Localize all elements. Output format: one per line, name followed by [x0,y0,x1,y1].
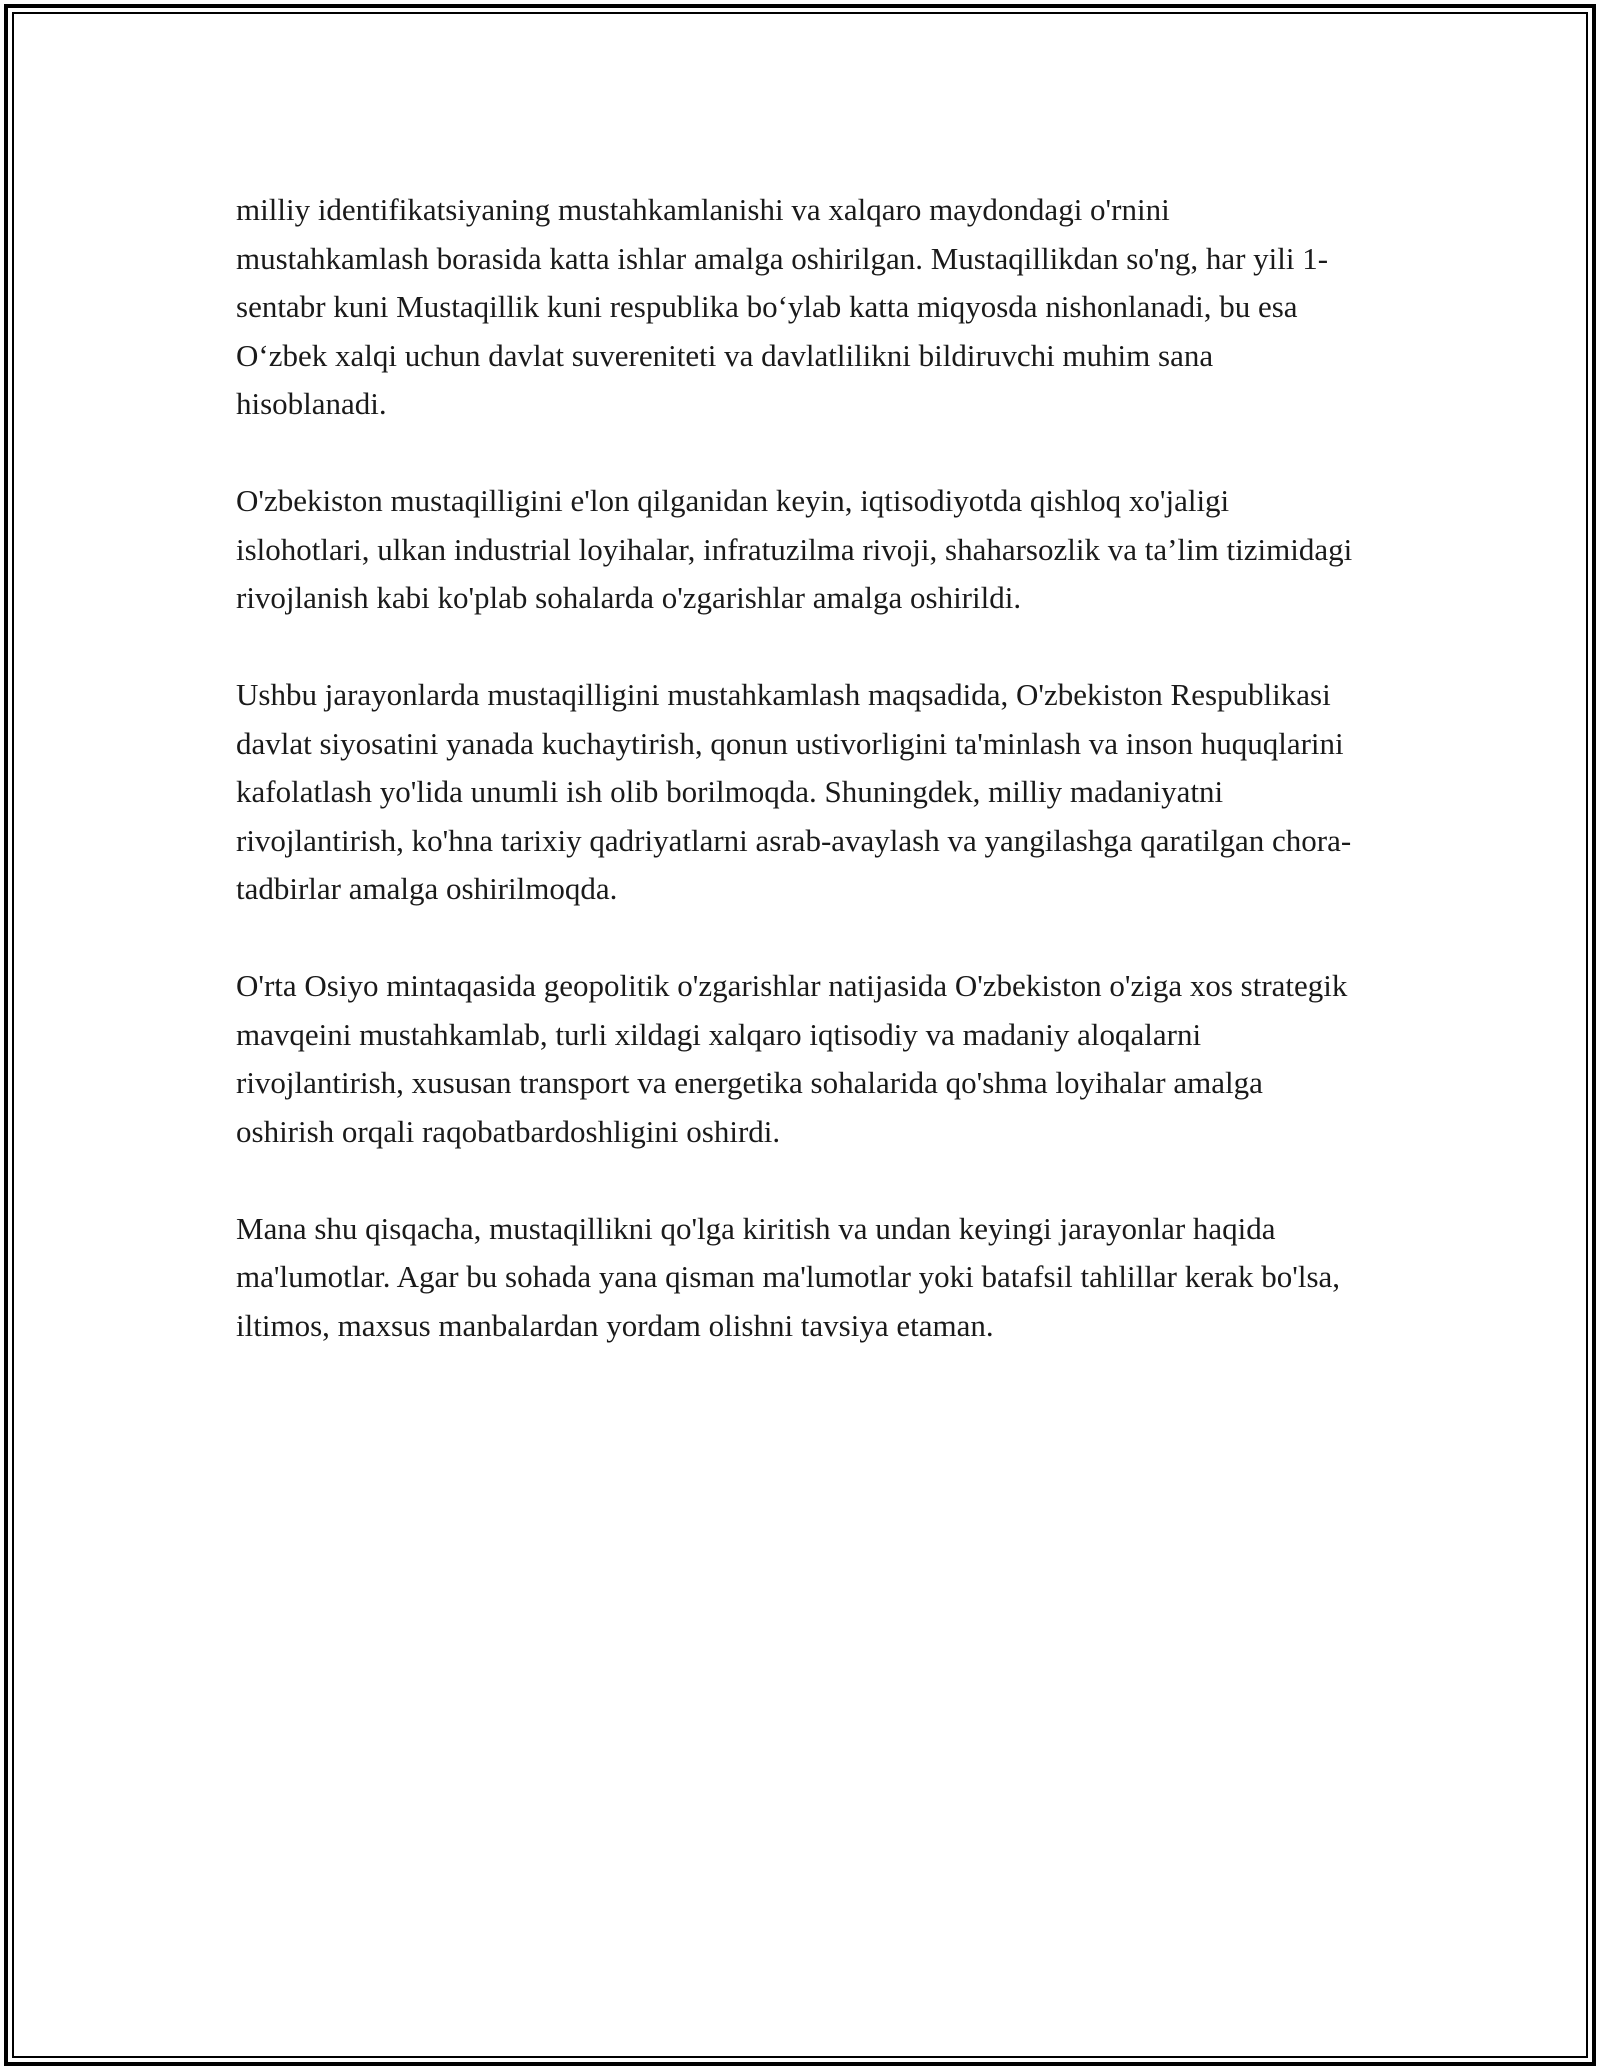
document-body [236,186,1366,1350]
paragraph-2: O'zbekiston mustaqilligini e'lon qilganidan keyin, iqtisodiyotda qishloq xo'jaligi islohotlari, ulkan industrial loyihalar, infratuzilma rivoji, shaharsozlik va ta’lim tizimidagi rivojlanish kabi ko'plab sohalarda o'zgarishlar amalga oshirildi. [236,483,1353,615]
paragraph-3: Ushbu jarayonlarda mustaqilligini mustahkamlash maqsadida, O'zbekiston Respublikasi davlat siyosatini yanada kuchaytirish, qonun ustivorligini ta'minlash va inson huquqlarini kafolatlash yo'lida unumli ish olib borilmoqda. Shuningdek, milliy madaniyatni rivojlantirish, ko'hna tarixiy qadriyatlarni asrab-avaylash va yangilashga qaratilgan chora-tadbirlar amalga oshirilmoqda. [236,677,1352,906]
paragraph-1: milliy identifikatsiyaning mustahkamlanishi va xalqaro maydondagi o'rnini mustahkamlash borasida katta ishlar amalga oshirilgan. Mustaqillikdan so'ng, har yili 1-sentabr kuni Mustaqillik kuni respublika bo‘ylab katta miqyosda nishonlanadi, bu esa O‘zbek xalqi uchun davlat suvereniteti va davlatlilikni bildiruvchi muhim sana hisoblanadi. [236,192,1329,421]
paragraph-5: Mana shu qisqacha, mustaqillikni qo'lga kiritish va undan keyingi jarayonlar haqida ma'lumotlar. Agar bu sohada yana qisman ma'lumotlar yoki batafsil tahlillar kerak bo'lsa, iltimos, maxsus manbalardan yordam olishni tavsiya etaman. [236,1210,1341,1343]
paragraph-4: O'rta Osiyo mintaqasida geopolitik o'zgarishlar natijasida O'zbekiston o'ziga xos strategik mavqeini mustahkamlab, turli xildagi xalqaro iqtisodiy va madaniy aloqalarni rivojlantirish, xususan transport va energetika sohalarida qo'shma loyihalar amalga oshirish orqali raqobatbardoshligini oshirdi. [236,968,1348,1149]
